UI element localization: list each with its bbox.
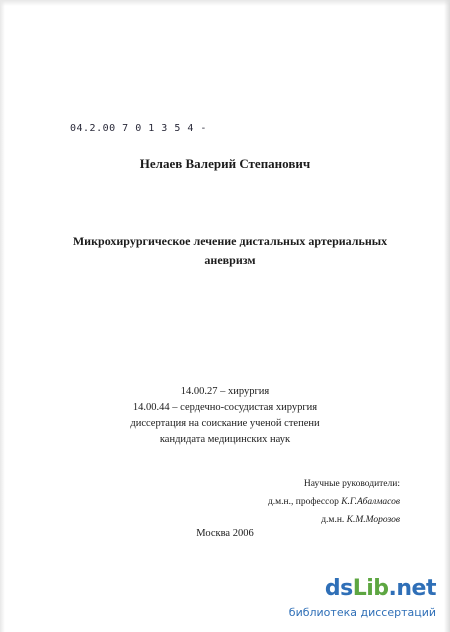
supervisor-1 — [268, 493, 400, 511]
dslib-tagline: библиотека диссертаций — [288, 606, 436, 619]
registration-stamp: 04.2.00 7 0 1 3 5 4 - — [70, 123, 207, 134]
title-line-2: аневризм — [204, 253, 256, 267]
scan-edge-top — [0, 0, 450, 6]
specialty-2: 14.00.44 – сердечно-сосудистая хирургия — [132, 402, 318, 413]
supervisor-2-title: д.м.н. — [321, 515, 345, 525]
supervisor-2 — [268, 511, 400, 529]
city-year: Москва 2006 — [196, 528, 254, 539]
specialty-block — [0, 384, 450, 448]
supervisor-1-title: д.м.н., профессор — [267, 497, 339, 507]
author-name: Нелаев Валерий Степанович — [139, 156, 311, 171]
supervisors-label: Научные руководители: — [303, 479, 400, 489]
supervisors-block — [268, 475, 400, 529]
dslib-logo — [325, 576, 436, 601]
dissertation-title — [60, 232, 400, 270]
degree-line-2: кандидата медицинских наук — [159, 434, 291, 445]
dslib-watermark[interactable] — [276, 576, 436, 626]
logo-lib: Lib — [352, 576, 389, 601]
degree-line-1: диссертация на соискание ученой степени — [130, 418, 320, 429]
logo-ds: ds — [324, 576, 353, 601]
supervisor-1-name: К.Г.Абалмасов — [341, 497, 400, 507]
specialty-1: 14.00.27 – хирургия — [180, 386, 270, 397]
supervisor-2-name: К.М.Морозов — [346, 515, 400, 525]
logo-net: .net — [388, 576, 436, 601]
title-line-1: Микрохирургическое лечение дистальных артериальных — [72, 234, 388, 248]
